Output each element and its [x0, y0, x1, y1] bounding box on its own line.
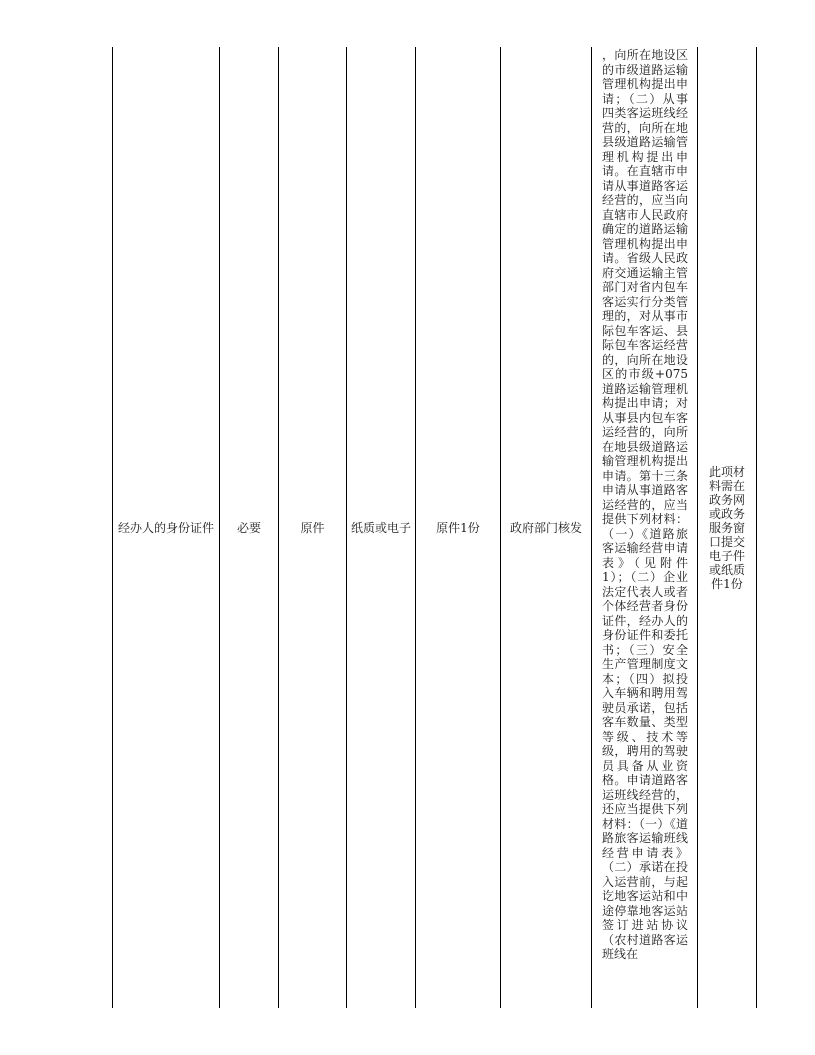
- note-cell: [698, 47, 757, 1008]
- material-type: 原件: [300, 520, 325, 535]
- copies-count: 原件1份: [436, 520, 480, 535]
- materials-table: [112, 47, 757, 1008]
- submission-note: 此项材料需在政务网或政务服务窗口提交电子件或纸质件1份: [708, 464, 745, 591]
- required-cell: [220, 47, 279, 1008]
- material-source: 政府部门核发: [509, 520, 582, 535]
- legal-basis-text: ，向所在地设区的市级道路运输管理机构提出申请；（二）从事四类客运班线经营的，向所在地县级道路运输管理机构提出申请。在直辖市申请从事道路客运经营的，应当向直辖市人民政府确定的道路运输管理机构提出申请。省级人民政府交通运输主管部门对省内包车客运实行分类管理的，对从事市际包车客运、县际包车客运经营的，向所在地设区的市级+075道路运输管理机构提出申请；对从事县内包车客运经营的，向所在地县级道路运输管理机构提出申请。第十三条 申请从事道路客运经营的，应当提供下列材料：（一）《道路旅客运输经营申请表》（见附件1）；（二）企业法定代表人或者个体经营者身份证件，经办人的身份证件和委托书；（三）安全生产管理制度文本；（四）拟投入车辆和聘用驾驶员承诺，包括客车数量、类型等级、技术等级，聘用的驾驶员具备从业资格。申请道路客运班线经营的，还应当提供下列材料：（一）《道路旅客运输班线经营申请表》（二）承诺在投入运营前，与起讫地客运站和中途停靠地客运站签订进站协议（农村道路客运班线在: [602, 48, 701, 961]
- copies-cell: [416, 47, 501, 1008]
- legal-basis-cell: [592, 47, 701, 1008]
- required-flag: 必要: [236, 520, 261, 535]
- table-row: [113, 47, 757, 1008]
- format-cell: [347, 47, 416, 1008]
- material-type-cell: [279, 47, 347, 1008]
- source-cell: [501, 47, 592, 1008]
- material-format: 纸质或电子: [350, 520, 411, 535]
- material-name: 经办人的身份证件: [117, 520, 214, 535]
- material-name-cell: [113, 47, 220, 1008]
